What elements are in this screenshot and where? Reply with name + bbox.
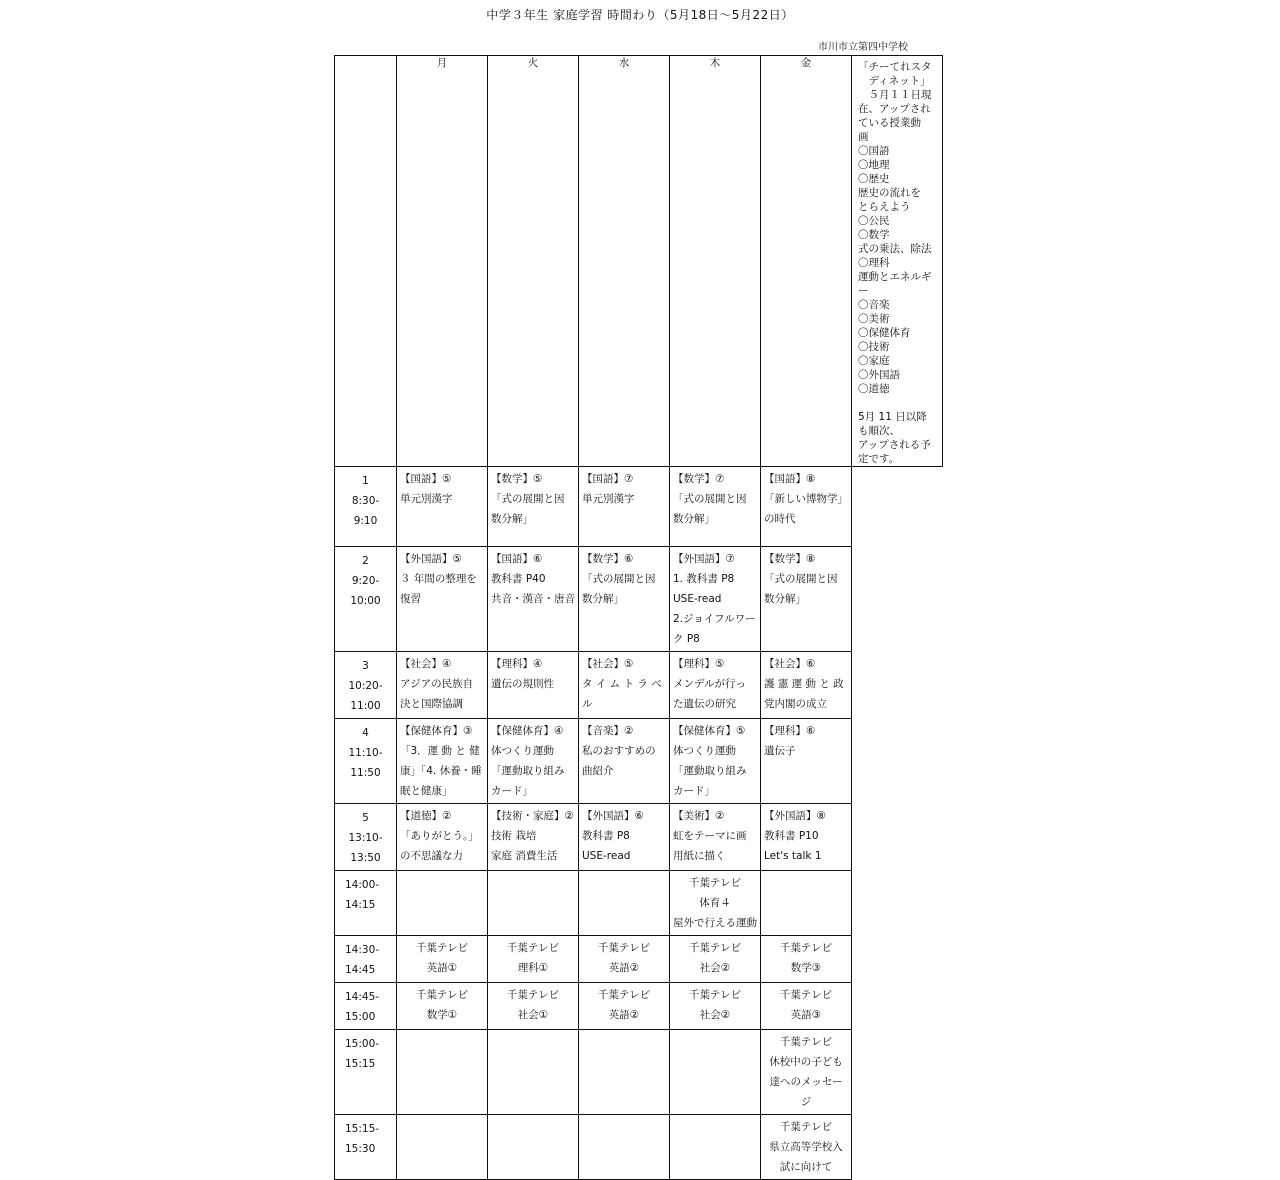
tv-cell — [579, 871, 670, 936]
period-label-line: 4 — [362, 727, 369, 739]
lesson-line: 教科書 P10 — [764, 830, 819, 842]
lesson-cell — [579, 804, 670, 871]
side-note-line: 〇外国語 — [858, 369, 900, 381]
side-note-line: 〇歴史 — [858, 173, 890, 185]
lesson-line: 「新しい博物学」 — [764, 493, 848, 505]
tv-cell — [488, 871, 579, 936]
side-note-line: ディネット」 — [858, 75, 931, 87]
lesson-line: 【音楽】② — [582, 725, 634, 737]
tv-line: 体育４ — [699, 897, 731, 909]
lesson-cell — [579, 467, 670, 547]
period-label — [335, 547, 397, 652]
side-note-line: 〇道徳 — [858, 383, 890, 395]
side-note-line: ５月１１日現 — [858, 89, 932, 101]
period-label — [335, 719, 397, 804]
tv-row — [335, 1030, 943, 1115]
lesson-cell — [670, 547, 761, 652]
lesson-line: 教科書 P8 — [582, 830, 630, 842]
lesson-cell — [488, 719, 579, 804]
tv-line: 社会② — [699, 962, 731, 974]
tv-cell — [579, 936, 670, 983]
side-note-line: 〇家庭 — [858, 355, 890, 367]
period-row — [335, 804, 943, 871]
lesson-line: 「ありがとう。」 — [400, 830, 479, 842]
lesson-line: 曲紹介 — [582, 765, 614, 777]
period-label-line: 11:50 — [350, 767, 381, 779]
tv-line: 理科① — [517, 962, 549, 974]
tv-cell — [670, 1115, 761, 1180]
time-label-line: 15:15 — [345, 1058, 376, 1070]
lesson-cell — [761, 719, 852, 804]
lesson-line: 数分解」 — [582, 593, 624, 605]
tv-line: 千葉テレビ — [779, 989, 833, 1001]
time-label-line: 14:30- — [345, 944, 380, 956]
lesson-line: 康」「4. 休養・睡 — [400, 765, 482, 777]
lesson-line: 【道徳】② — [400, 810, 452, 822]
period-row — [335, 719, 943, 804]
period-label — [335, 467, 397, 547]
lesson-line: 党内閣の成立 — [764, 698, 827, 710]
period-label-line: 5 — [362, 812, 369, 824]
lesson-cell — [488, 547, 579, 652]
tv-cell — [397, 936, 488, 983]
tv-row — [335, 983, 943, 1030]
period-label-line: 3 — [362, 660, 369, 672]
tv-row — [335, 936, 943, 983]
period-label-line: 9:10 — [353, 515, 378, 527]
tv-line: 千葉テレビ — [415, 989, 469, 1001]
tv-cell — [670, 936, 761, 983]
lesson-line: USE-read — [673, 593, 722, 605]
period-label-line: 1 — [362, 475, 369, 487]
period-label — [335, 652, 397, 719]
lesson-cell — [397, 804, 488, 871]
tv-cell — [579, 983, 670, 1030]
lesson-line: 「式の展開と因 — [764, 573, 838, 585]
lesson-line: 【保健体育】⑤ — [673, 725, 746, 737]
lesson-line: 家庭 消費生活 — [491, 850, 558, 862]
period-label-line: 10:00 — [350, 595, 381, 607]
tv-line: 英語② — [608, 962, 640, 974]
tv-line: 千葉テレビ — [597, 989, 651, 1001]
lesson-line: 【外国語】⑥ — [582, 810, 644, 822]
lesson-cell — [488, 804, 579, 871]
lesson-line: 私のおすすめの — [582, 745, 656, 757]
lesson-line: 【数学】⑤ — [491, 473, 543, 485]
tv-line: 千葉テレビ — [779, 1036, 833, 1048]
tv-line: 千葉テレビ — [779, 942, 833, 954]
lesson-cell — [670, 652, 761, 719]
tv-line: 休校中の子ども — [769, 1056, 843, 1068]
lesson-cell — [397, 547, 488, 652]
side-note-line: 式の乗法、除法 — [858, 243, 932, 255]
lesson-line: ル — [582, 698, 593, 710]
time-label-line: 14:00- — [345, 879, 380, 891]
tv-line: 千葉テレビ — [597, 942, 651, 954]
time-label — [335, 983, 397, 1030]
side-note-line: 定です。 — [858, 453, 900, 465]
day-header: 水 — [579, 56, 670, 467]
lesson-cell — [761, 652, 852, 719]
lesson-line: 【社会】⑥ — [764, 658, 816, 670]
lesson-line: 「式の展開と因 — [491, 493, 565, 505]
side-note-line: 歴史の流れを — [858, 187, 921, 199]
lesson-cell — [488, 467, 579, 547]
lesson-line: 【理科】④ — [491, 658, 543, 670]
side-note-line: 〇美術 — [858, 313, 890, 325]
lesson-line: タ イ ム ト ラ ベ — [582, 678, 662, 690]
side-note-line: も順次、 — [858, 425, 900, 437]
lesson-cell — [761, 467, 852, 547]
day-header: 月 — [397, 56, 488, 467]
lesson-line: 「式の展開と因 — [582, 573, 656, 585]
side-note-line: 〇技術 — [858, 341, 890, 353]
tv-line: ジ — [800, 1096, 812, 1108]
time-label — [335, 871, 397, 936]
lesson-line: 【保健体育】③ — [400, 725, 473, 737]
lesson-line: 【数学】⑥ — [582, 553, 634, 565]
tv-line: 千葉テレビ — [688, 989, 742, 1001]
lesson-line: 「式の展開と因 — [673, 493, 747, 505]
lesson-line: ク P8 — [673, 633, 700, 645]
lesson-line: 単元別漢字 — [582, 493, 635, 505]
period-label-line: 13:10- — [348, 832, 383, 844]
tv-line: 千葉テレビ — [415, 942, 469, 954]
day-header: 火 — [488, 56, 579, 467]
tv-cell — [761, 936, 852, 983]
lesson-line: 数分解」 — [764, 593, 806, 605]
lesson-line: ３ 年間の整理を — [400, 573, 477, 585]
tv-line: 千葉テレビ — [506, 942, 560, 954]
day-header: 金 — [761, 56, 852, 467]
lesson-line: 単元別漢字 — [400, 493, 453, 505]
lesson-cell — [579, 547, 670, 652]
lesson-line: 数分解」 — [673, 513, 715, 525]
lesson-cell — [761, 547, 852, 652]
time-label-line: 14:45 — [345, 964, 376, 976]
lesson-line: 眠と健康」 — [400, 785, 453, 797]
time-label — [335, 1030, 397, 1115]
lesson-cell — [670, 804, 761, 871]
lesson-cell — [579, 652, 670, 719]
lesson-line: 虹をテーマに画 — [673, 830, 747, 842]
tv-line: 千葉テレビ — [688, 877, 742, 889]
time-label-line: 15:00- — [345, 1038, 380, 1050]
period-row — [335, 547, 943, 652]
tv-line: 試に向けて — [779, 1161, 833, 1173]
tv-cell — [397, 871, 488, 936]
side-note-line: 〇音楽 — [858, 299, 890, 311]
side-note-line: 〇地理 — [858, 159, 890, 171]
period-label-line: 11:00 — [350, 700, 381, 712]
tv-line: 英語② — [608, 1009, 640, 1021]
lesson-line: 遺伝子 — [764, 745, 796, 757]
tv-cell — [670, 1030, 761, 1115]
lesson-line: USE-read — [582, 850, 631, 862]
lesson-cell — [579, 719, 670, 804]
lesson-line: 遺伝の規則性 — [491, 678, 554, 690]
lesson-line: 【国語】⑤ — [400, 473, 452, 485]
side-notes — [852, 56, 943, 467]
lesson-line: 数分解」 — [491, 513, 533, 525]
side-note-line: 5月 11 日以降 — [858, 411, 927, 423]
period-row — [335, 652, 943, 719]
side-note-line: 「チーてれスタ — [858, 61, 932, 73]
tv-cell — [397, 983, 488, 1030]
tv-cell — [488, 1115, 579, 1180]
lesson-line: の時代 — [764, 513, 796, 525]
lesson-line: 【数学】⑧ — [764, 553, 816, 565]
side-note-line: 画 — [858, 131, 869, 143]
lesson-line: 体つくり運動 — [673, 745, 736, 757]
lesson-line: アジアの民族自 — [400, 678, 474, 690]
lesson-line: 復習 — [400, 593, 421, 605]
tv-cell — [579, 1115, 670, 1180]
tv-line: 千葉テレビ — [506, 989, 560, 1001]
lesson-cell — [397, 652, 488, 719]
side-note-line: 運動とエネルギ — [858, 271, 932, 283]
time-label-line: 14:15 — [345, 899, 376, 911]
lesson-cell — [670, 467, 761, 547]
lesson-line: 【国語】⑥ — [491, 553, 543, 565]
tv-cell — [761, 1115, 852, 1180]
period-label-line: 2 — [362, 555, 369, 567]
lesson-line: の不思議な力 — [400, 850, 463, 862]
lesson-line: メンデルが行っ — [673, 678, 746, 690]
time-label-line: 15:30 — [345, 1143, 376, 1155]
lesson-line: 教科書 P40 — [491, 573, 546, 585]
lesson-cell — [488, 652, 579, 719]
period-label-line: 11:10- — [348, 747, 383, 759]
corner-cell — [335, 56, 397, 467]
tv-line: 社会① — [517, 1009, 549, 1021]
lesson-line: 共音・漢音・唐音 — [491, 593, 575, 605]
side-note-line — [858, 396, 938, 410]
tv-line: 千葉テレビ — [779, 1121, 833, 1133]
day-header-row — [335, 56, 943, 467]
tv-line: 社会② — [699, 1009, 731, 1021]
lesson-line: 【国語】⑦ — [582, 473, 634, 485]
lesson-line: 決と国際協調 — [400, 698, 463, 710]
school-name: 市川市立第四中学校 — [818, 42, 908, 53]
tv-cell — [488, 983, 579, 1030]
period-label-line: 8:30- — [351, 495, 380, 507]
lesson-cell — [670, 719, 761, 804]
lesson-line: 【理科】⑤ — [673, 658, 725, 670]
tv-row — [335, 871, 943, 936]
lesson-line: 【保健体育】④ — [491, 725, 564, 737]
side-note-line: 〇公民 — [858, 215, 890, 227]
tv-line: 数学① — [426, 1009, 458, 1021]
period-label — [335, 804, 397, 871]
period-label-line: 9:20- — [351, 575, 380, 587]
side-note-line: 〇保健体育 — [858, 327, 911, 339]
tv-cell — [670, 871, 761, 936]
period-label-line: 13:50 — [350, 852, 381, 864]
side-note-line: とらえよう — [858, 201, 911, 213]
time-label-line: 15:15- — [345, 1123, 380, 1135]
lesson-line: 【社会】④ — [400, 658, 452, 670]
period-label-line: 10:20- — [348, 680, 383, 692]
lesson-line: 「運動取り組み — [673, 765, 747, 777]
side-note-line: 〇国語 — [858, 145, 890, 157]
lesson-cell — [397, 719, 488, 804]
lesson-line: た遺伝の研究 — [673, 698, 736, 710]
timetable — [334, 55, 943, 1180]
lesson-line: 【外国語】⑤ — [400, 553, 462, 565]
lesson-line: カード」 — [491, 785, 533, 797]
page-title: 中学３年生 家庭学習 時間わり（5月18日〜5月22日） — [486, 8, 794, 22]
lesson-line: 【理科】⑥ — [764, 725, 816, 737]
lesson-line: カード」 — [673, 785, 715, 797]
side-note-line: アップされる予 — [858, 439, 931, 451]
lesson-line: 【技術・家庭】② — [491, 810, 574, 822]
lesson-line: 護 憲 運 動 と 政 — [764, 678, 844, 690]
tv-cell — [488, 936, 579, 983]
lesson-line: 【美術】② — [673, 810, 725, 822]
lesson-line: 【国語】⑧ — [764, 473, 816, 485]
tv-cell — [488, 1030, 579, 1115]
lesson-line: Let's talk 1 — [764, 850, 822, 862]
lesson-line: 「運動取り組み — [491, 765, 565, 777]
side-note-line: 〇数学 — [858, 229, 890, 241]
tv-line: 屋外で行える運動 — [673, 917, 757, 929]
lesson-line: 技術 栽培 — [491, 830, 537, 842]
lesson-cell — [397, 467, 488, 547]
lesson-line: 【社会】⑤ — [582, 658, 634, 670]
tv-line: 数学③ — [790, 962, 822, 974]
time-label — [335, 1115, 397, 1180]
period-row — [335, 467, 943, 547]
tv-cell — [670, 983, 761, 1030]
tv-cell — [579, 1030, 670, 1115]
day-header: 木 — [670, 56, 761, 467]
time-label — [335, 936, 397, 983]
tv-line: 千葉テレビ — [688, 942, 742, 954]
tv-line: 英語① — [426, 962, 458, 974]
tv-cell — [397, 1030, 488, 1115]
lesson-line: 用紙に描く — [673, 850, 726, 862]
time-label-line: 14:45- — [345, 991, 380, 1003]
lesson-line: 「3．運 動 と 健 — [400, 745, 480, 757]
tv-line: 県立高等学校入 — [769, 1141, 843, 1153]
lesson-cell — [761, 804, 852, 871]
time-label-line: 15:00 — [345, 1011, 376, 1023]
side-note-line: 〇理科 — [858, 257, 890, 269]
tv-cell — [761, 871, 852, 936]
lesson-line: 【外国語】⑦ — [673, 553, 735, 565]
lesson-line: 1. 教科書 P8 — [673, 573, 735, 585]
lesson-line: 2.ジョイフルワー — [673, 613, 756, 625]
lesson-line: 【数学】⑦ — [673, 473, 725, 485]
lesson-line: 体つくり運動 — [491, 745, 554, 757]
tv-line: 達へのメッセー — [769, 1076, 843, 1088]
side-note-line: ている授業動 — [858, 117, 921, 129]
tv-cell — [761, 1030, 852, 1115]
tv-row — [335, 1115, 943, 1180]
side-note-line: 在、アップされ — [858, 103, 931, 115]
tv-cell — [761, 983, 852, 1030]
lesson-line: 【外国語】⑧ — [764, 810, 826, 822]
side-note-line: ー — [858, 285, 869, 297]
tv-cell — [397, 1115, 488, 1180]
tv-line: 英語③ — [790, 1009, 822, 1021]
